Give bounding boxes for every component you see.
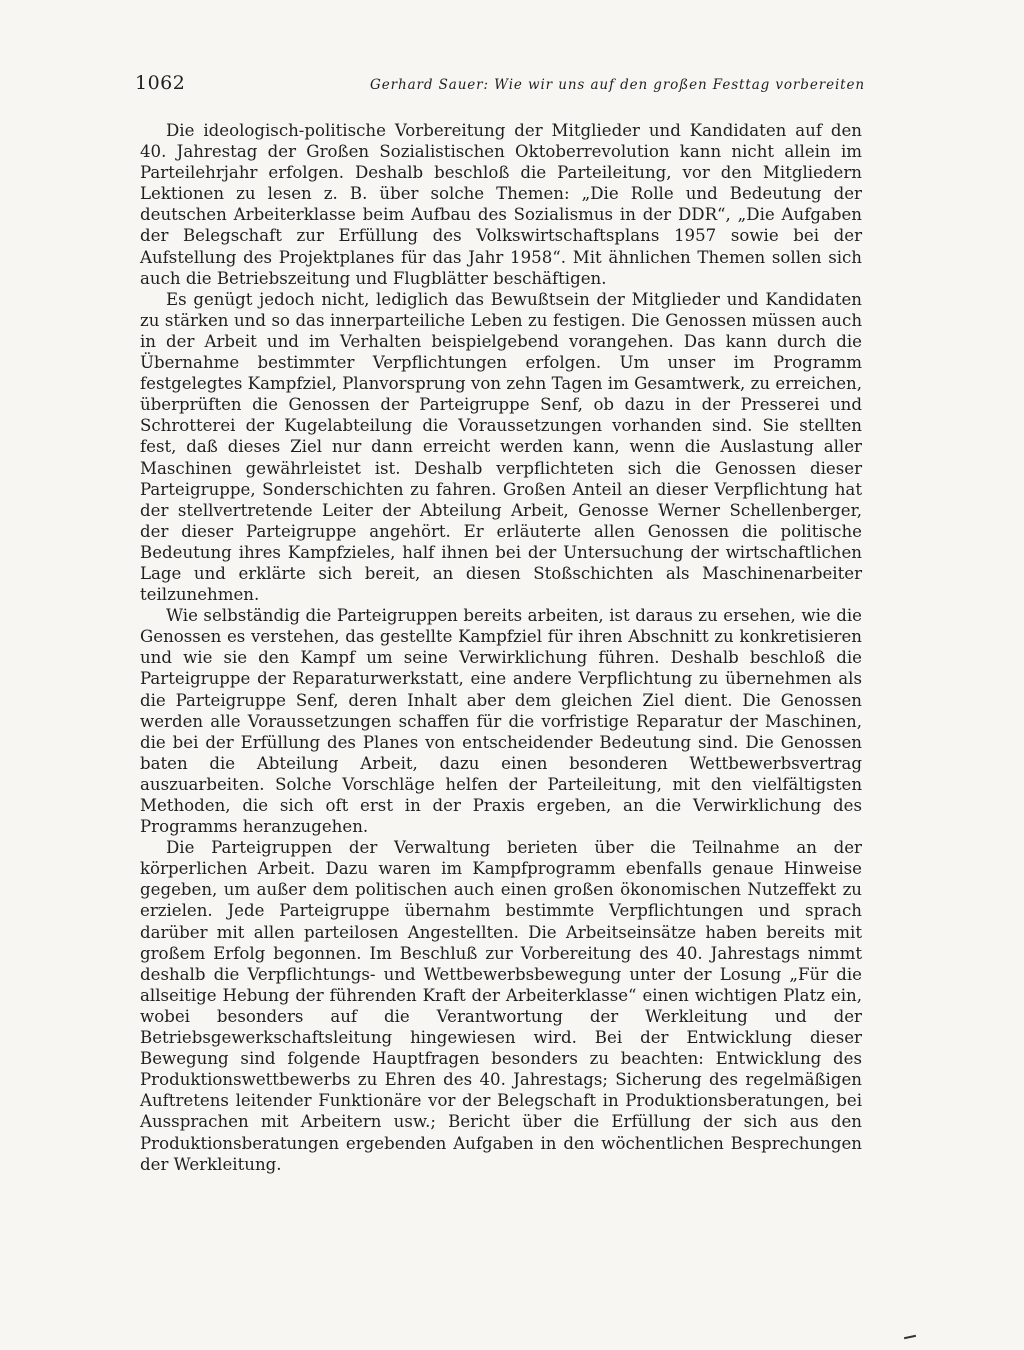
body-text [140, 120, 862, 1175]
page-header [135, 72, 865, 94]
page-number: 1062 [135, 72, 186, 94]
paragraph: Wie selbständig die Parteigruppen bereits arbeiten, ist daraus zu ersehen, wie die Genossen es verstehen, das gestellte Kampfziel für ihren Abschnitt zu konkretisieren und wie sie den Kampf um seine Verwirklichung führen. Deshalb beschloß die Parteigruppe der Reparaturwerkstatt, eine andere Verpflichtung zu übernehmen als die Parteigruppe Senf, deren Inhalt aber dem gleichen Ziel dient. Die Genossen werden alle Voraussetzungen schaffen für die vorfristige Reparatur der Maschinen, die bei der Erfüllung des Planes von entscheidender Bedeutung sind. Die Genossen baten die Abteilung Arbeit, dazu einen besonderen Wettbewerbsvertrag auszuarbeiten. Solche Vorschläge helfen der Parteileitung, mit den vielfältigsten Methoden, die sich oft erst in der Praxis ergeben, an die Verwirklichung des Programms heranzugehen. [140, 606, 862, 837]
paragraph: Die ideologisch-politische Vorbereitung der Mitglieder und Kandidaten auf den 40. Jahrestag der Großen Sozialistischen Oktoberrevolution kann nicht allein im Parteilehrjahr erfolgen. Deshalb beschloß die Parteileitung, vor den Mitgliedern Lektionen zu lesen z. B. über solche Themen: „Die Rolle und Bedeutung der deutschen Arbeiterklasse beim Aufbau des Sozialismus in der DDR“, „Die Aufgaben der Belegschaft zur Erfüllung des Volkswirtschaftsplans 1957 sowie bei der Aufstellung des Projektplanes für das Jahr 1958“. Mit ähnlichen Themen sollen sich auch die Betriebszeitung und Flugblätter beschäftigen. [140, 121, 862, 288]
running-title: Gerhard Sauer: Wie wir uns auf den großen Festtag vorbereiten [370, 77, 865, 93]
scan-mark [904, 1335, 916, 1339]
paragraph: Es genügt jedoch nicht, lediglich das Bewußtsein der Mitglieder und Kandidaten zu stärken und so das innerparteiliche Leben zu festigen. Die Genossen müssen auch in der Arbeit und im Verhalten beispielgebend vorangehen. Das kann durch die Übernahme bestimmter Verpflichtungen erfolgen. Um unser im Programm festgelegtes Kampfziel, Planvorsprung von zehn Tagen im Gesamtwerk, zu erreichen, überprüften die Genossen der Parteigruppe Senf, ob dazu in der Presserei und Schrotterei der Kugelabteilung die Voraussetzungen vorhanden sind. Sie stellten fest, daß dieses Ziel nur dann erreicht werden kann, wenn die Auslastung aller Maschinen gewährleistet ist. Deshalb verpflichteten sich die Genossen dieser Parteigruppe, Sonderschichten zu fahren. Großen Anteil an dieser Verpflichtung hat der stellvertretende Leiter der Abteilung Arbeit, Genosse Werner Schellenberger, der dieser Parteigruppe angehört. Er erläuterte allen Genossen die politische Bedeutung ihres Kampfzieles, half ihnen bei der Untersuchung der wirtschaftlichen Lage und erklärte sich bereit, an diesen Stoßschichten als Maschinenarbeiter teilzunehmen. [140, 289, 862, 605]
paragraph: Die Parteigruppen der Verwaltung berieten über die Teilnahme an der körperlichen Arbeit. Dazu waren im Kampfprogramm ebenfalls genaue Hinweise gegeben, um außer dem politischen auch einen großen ökonomischen Nutzeffekt zu erzielen. Jede Parteigruppe übernahm bestimmte Verpflichtungen und sprach darüber mit allen parteilosen Angestellten. Die Arbeitseinsätze haben bereits mit großem Erfolg begonnen. Im Beschluß zur Vorbereitung des 40. Jahrestags nimmt deshalb die Verpflichtungs- und Wettbewerbsbewegung unter der Losung „Für die allseitige Hebung der führenden Kraft der Arbeiterklasse“ einen wichtigen Platz ein, wobei besonders auf die Verantwortung der Werkleitung und der Betriebsgewerkschaftsleitung hingewiesen wird. Bei der Entwicklung dieser Bewegung sind folgende Hauptfragen besonders zu beachten: Entwicklung des Produktionswettbewerbs zu Ehren des 40. Jahrestags; Sicherung des regelmäßigen Auftretens leitender Funktionäre vor der Belegschaft in Produktionsberatungen, bei Aussprachen mit Arbeitern usw.; Bericht über die Erfüllung der sich aus den Produktionsberatungen ergebenden Aufgaben in den wöchentlichen Besprechungen der Werkleitung. [140, 838, 862, 1174]
